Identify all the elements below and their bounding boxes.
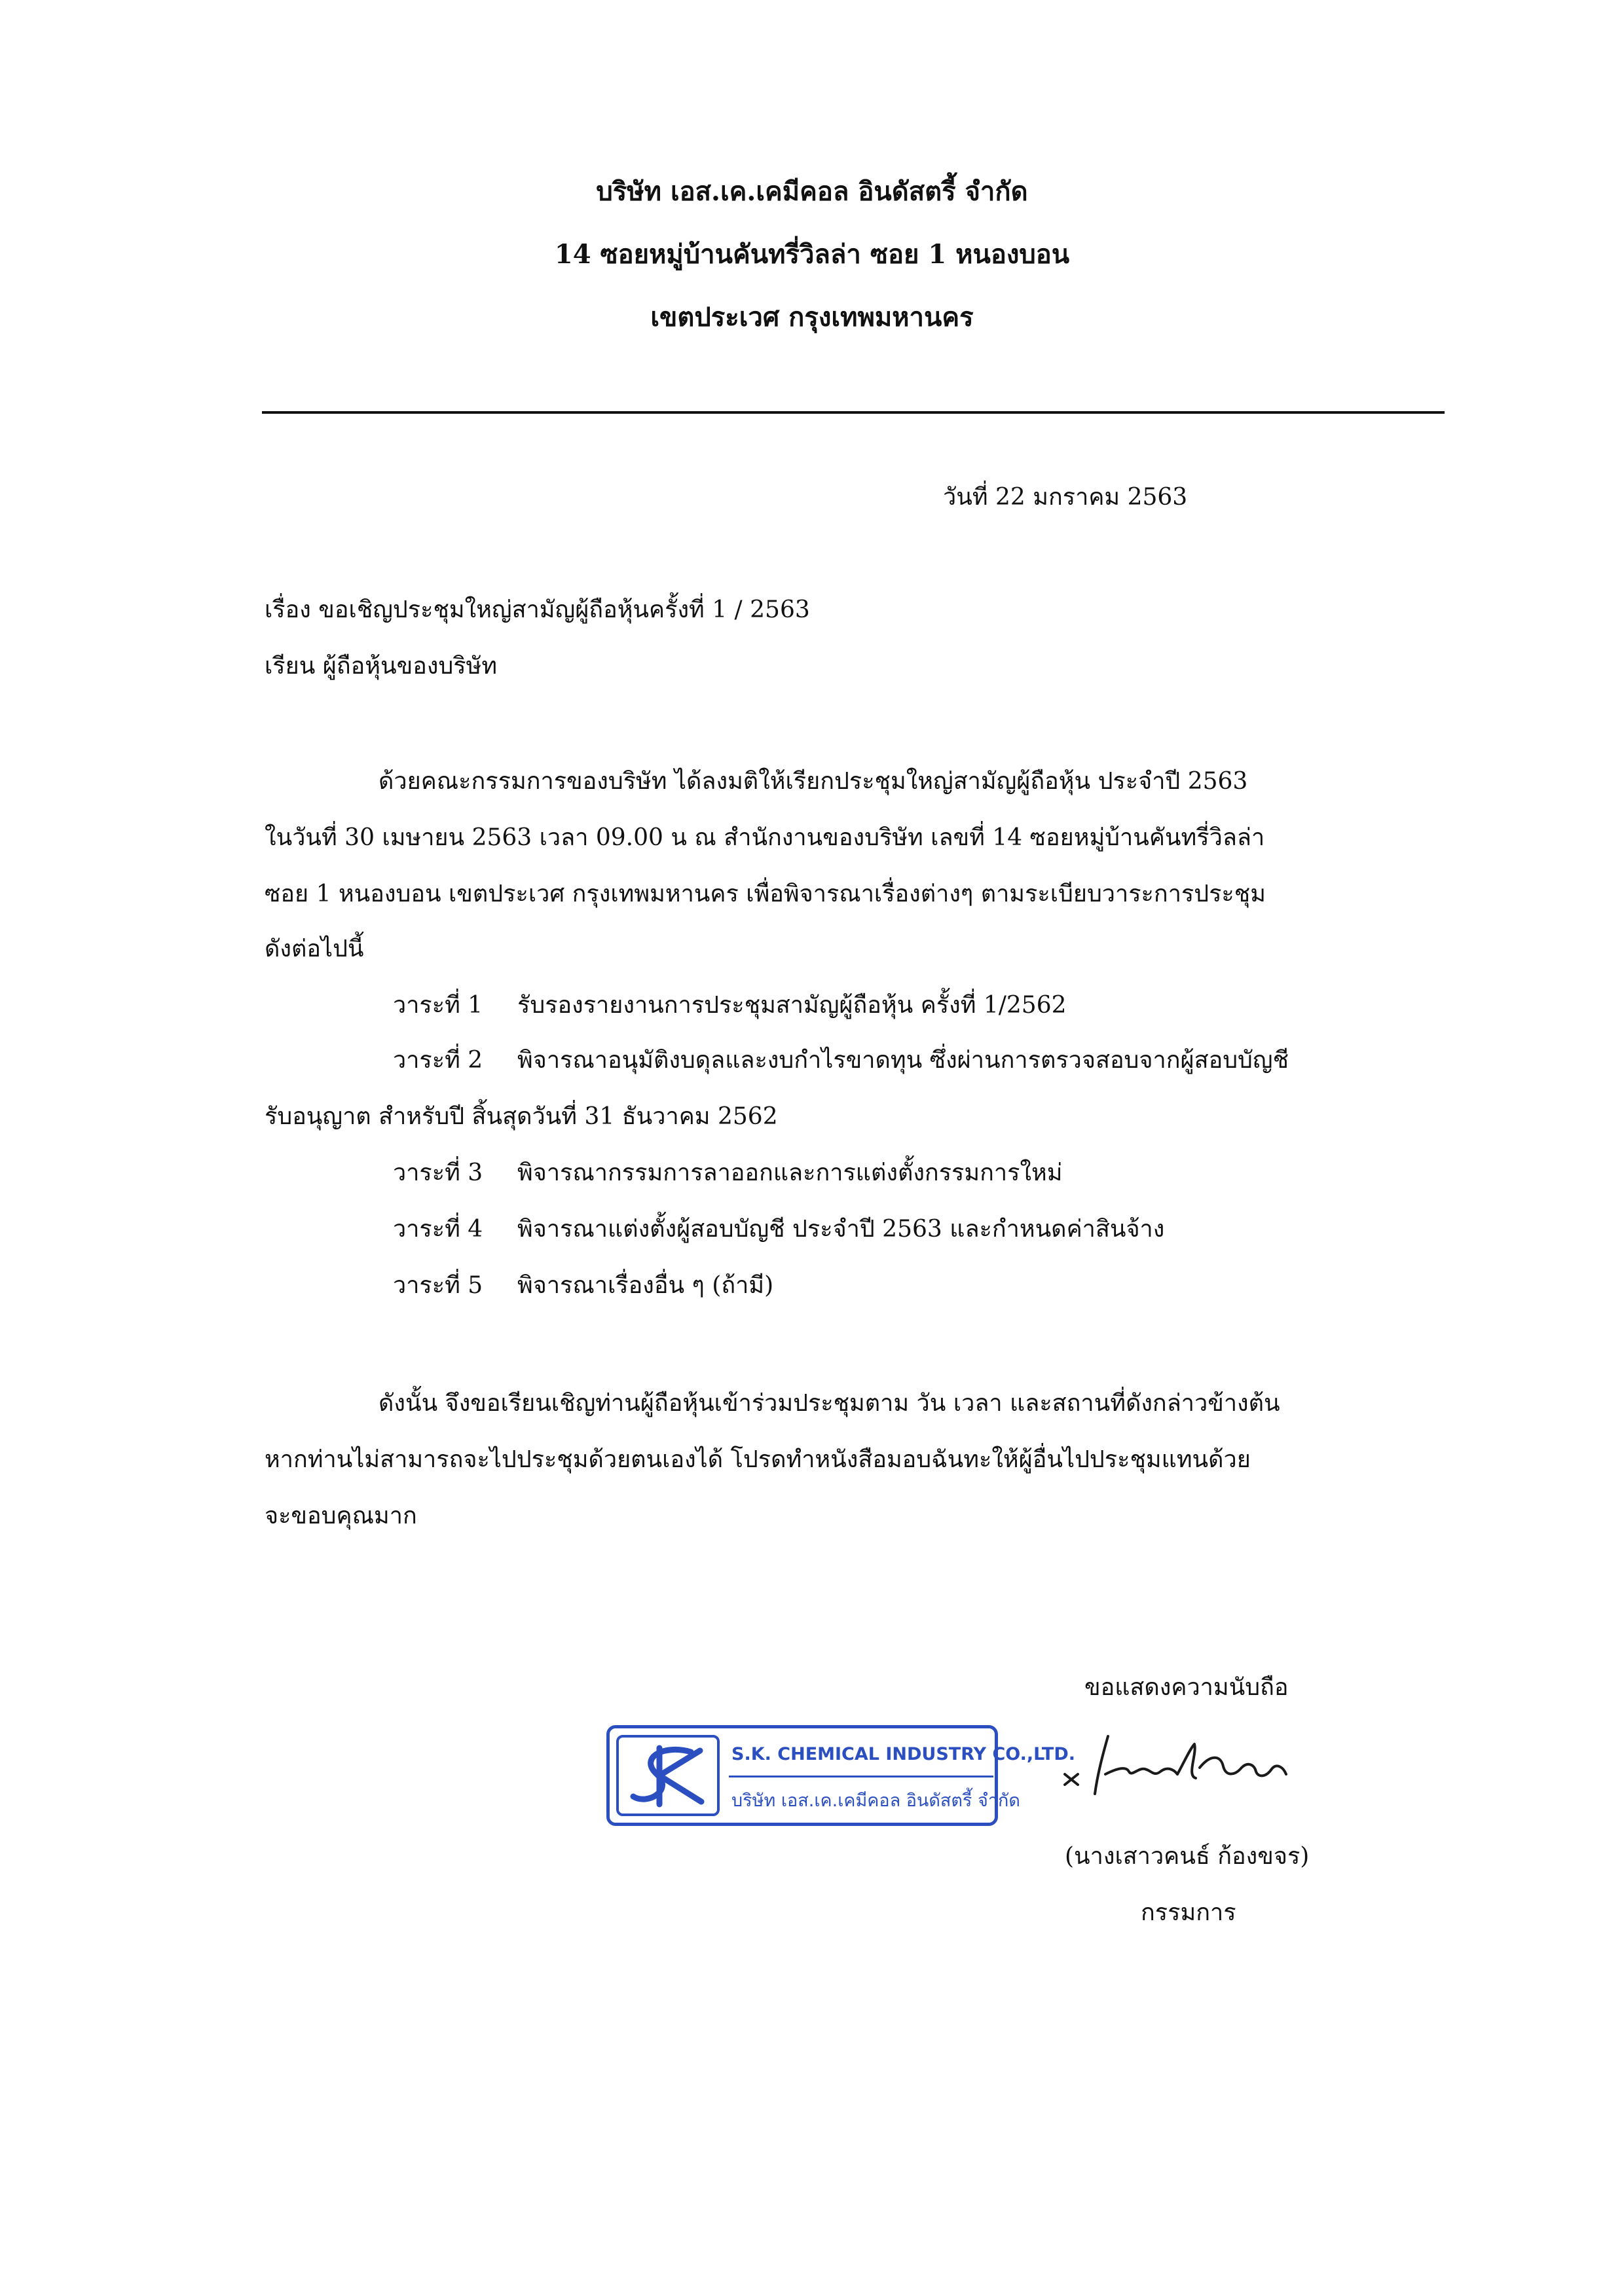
agenda-text: พิจารณาเรื่องอื่น ๆ (ถ้ามี) — [517, 1272, 774, 1299]
agenda-text: พิจารณาอนุมัติงบดุลและงบกำไรขาดทุน ซึ่งผ่านการตรวจสอบจากผู้สอบบัญชี — [517, 1047, 1289, 1074]
sk-logo-icon — [616, 1735, 720, 1816]
letter-recipient: เรียน ผู้ถือหุ้นของบริษัท — [265, 653, 498, 680]
company-name: บริษัท เอส.เค.เคมีคอล อินดัสตรี้ จำกัด — [596, 176, 1028, 207]
closing-line-2: หากท่านไม่สามารถจะไปประชุมด้วยตนเองได้ โปรดทำหนังสือมอบฉันทะให้ผู้อื่นไปประชุมแทนด้วย — [265, 1446, 1251, 1473]
header-divider — [262, 411, 1445, 414]
agenda-text: รับรองรายงานการประชุมสามัญผู้ถือหุ้น ครั้งที่ 1/2562 — [517, 992, 1067, 1019]
signer-name: (นางเสาวคนธ์ ก้องขจร) — [1065, 1843, 1310, 1870]
letter-date: วันที่ 22 มกราคม 2563 — [943, 484, 1188, 511]
agenda-text: พิจารณากรรมการลาออกและการแต่งตั้งกรรมการใหม่ — [517, 1159, 1063, 1186]
letter-subject: เรื่อง ขอเชิญประชุมใหญ่สามัญผู้ถือหุ้นครั้งที่ 1 / 2563 — [265, 596, 810, 623]
stamp-english-name: S.K. CHEMICAL INDUSTRY CO.,LTD. — [731, 1744, 1075, 1764]
signer-position: กรรมการ — [1141, 1899, 1236, 1926]
stamp-thai-name: บริษัท เอส.เค.เคมีคอล อินดัสตรี้ จำกัด — [731, 1791, 1020, 1811]
agenda-number: วาระที่ 2 — [393, 1047, 483, 1074]
agenda-text-continuation: รับอนุญาต สำหรับปี สิ้นสุดวันที่ 31 ธันวาคม 2562 — [265, 1103, 778, 1130]
company-stamp — [606, 1725, 1075, 1826]
agenda-number: วาระที่ 4 — [393, 1216, 483, 1243]
company-address-line-2: เขตประเวศ กรุงเทพมหานคร — [650, 302, 974, 333]
agenda-number: วาระที่ 3 — [393, 1159, 483, 1186]
handwritten-signature — [1056, 1728, 1304, 1810]
closing-line-1: ดังนั้น จึงขอเรียนเชิญท่านผู้ถือหุ้นเข้าร่วมประชุมตาม วัน เวลา และสถานที่ดังกล่าวข้างต้น — [378, 1390, 1280, 1417]
company-address-line-1: 14 ซอยหมู่บ้านคันทรี่วิลล่า ซอย 1 หนองบอน — [554, 239, 1070, 270]
body-line-1: ด้วยคณะกรรมการของบริษัท ได้ลงมติให้เรียกประชุมใหญ่สามัญผู้ถือหุ้น ประจำปี 2563 — [378, 768, 1248, 795]
agenda-number: วาระที่ 1 — [393, 992, 483, 1019]
sign-off-regards: ขอแสดงความนับถือ — [1084, 1674, 1289, 1701]
body-line-4: ดังต่อไปนี้ — [265, 936, 364, 962]
stamp-divider — [729, 1776, 993, 1777]
body-line-3: ซอย 1 หนองบอน เขตประเวศ กรุงเทพมหานคร เพื่อพิจารณาเรื่องต่างๆ ตามระเบียบวาระการประชุม — [265, 881, 1266, 907]
closing-line-3: จะขอบคุณมาก — [265, 1503, 417, 1529]
agenda-number: วาระที่ 5 — [393, 1272, 483, 1299]
body-line-2: ในวันที่ 30 เมษายน 2563 เวลา 09.00 น ณ สำนักงานของบริษัท เลขที่ 14 ซอยหมู่บ้านคันทรี่วิลล่า — [265, 824, 1265, 851]
agenda-text: พิจารณาแต่งตั้งผู้สอบบัญชี ประจำปี 2563 และกำหนดค่าสินจ้าง — [517, 1216, 1165, 1243]
